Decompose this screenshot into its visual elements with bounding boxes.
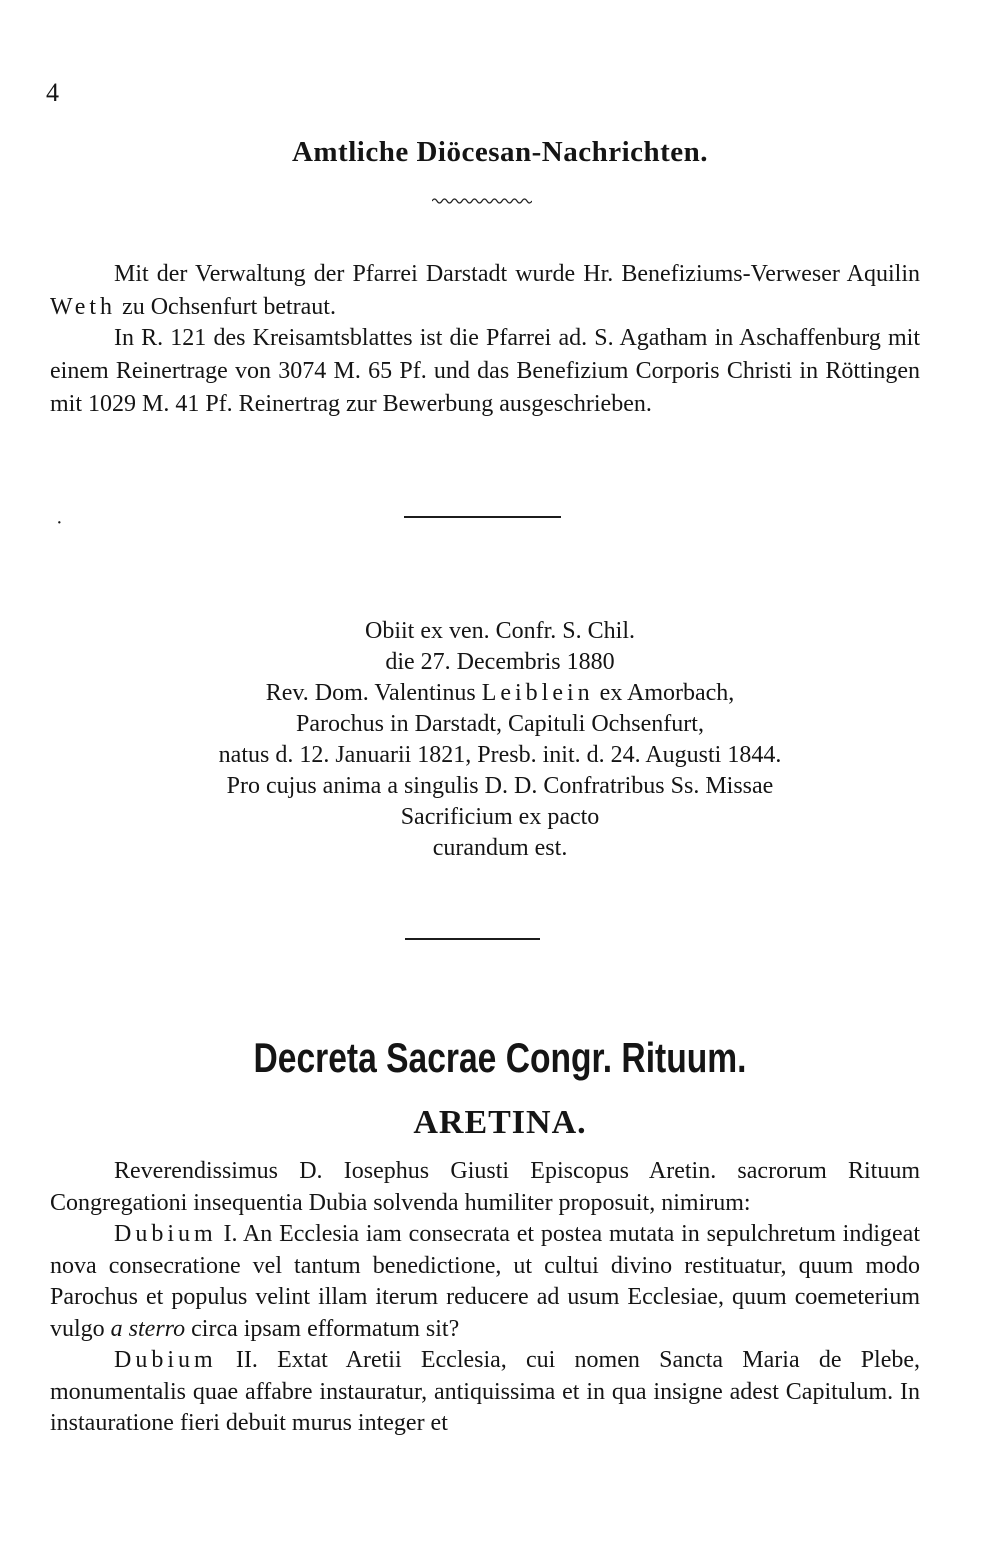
obituary-line3-after: ex Amorbach, bbox=[593, 680, 735, 706]
dubium-2-text: Extat Aretii Ecclesia, cui nomen Sancta Maria de Plebe, monumentalis quae affabre instauratur, antiquissima et in qua insigne adest Capitulum. In instauratione fieri debuit murus integer et bbox=[50, 1347, 921, 1436]
obituary-line: Parochus in Darstadt, Capituli Ochsenfurt, bbox=[296, 711, 704, 737]
dubium-1 bbox=[50, 1219, 920, 1345]
stray-dot: · bbox=[56, 512, 63, 534]
decree-subheading: ARETINA. bbox=[413, 1104, 587, 1141]
obituary-line: die 27. Decembris 1880 bbox=[385, 649, 615, 675]
obituary-line: curandum est. bbox=[432, 835, 568, 861]
dubium-2-label: Dubium bbox=[114, 1347, 217, 1373]
dubium-1-text: An Ecclesia iam consecrata et postea mutata in sepulchretum indigeat nova consecratione vel tantum benedictione, ut cultui divino restituatur, quum modo Parochus et populus velint illam iterum reducere ad usum Ecclesiae, quum coemeterium vulgo bbox=[50, 1221, 920, 1342]
obituary-line: Obiit ex ven. Confr. S. Chil. bbox=[365, 618, 635, 644]
dubium-1-text-after: circa ipsam efformatum sit? bbox=[185, 1315, 460, 1342]
obituary-line bbox=[0, 678, 1000, 709]
obituary-line: natus d. 12. Januarii 1821, Presb. init. d. 24. Augusti 1844. bbox=[218, 742, 782, 768]
divider-rule bbox=[404, 516, 561, 518]
notice-paragraph-1 bbox=[50, 258, 920, 324]
dubium-1-label: Dubium bbox=[114, 1221, 217, 1247]
wavy-ornament-rule bbox=[432, 196, 532, 206]
obituary-line3-before: Rev. Dom. Valentinus bbox=[265, 680, 482, 706]
obituary-line: Sacrificium ex pacto bbox=[400, 804, 600, 830]
dubium-2-number: II. bbox=[216, 1347, 258, 1373]
notice1-text-after: zu Ochsenfurt betraut. bbox=[116, 294, 336, 320]
dubium-1-italic: a sterro bbox=[110, 1315, 186, 1342]
page-number: 4 bbox=[46, 78, 59, 107]
divider-rule bbox=[405, 938, 540, 940]
decree-heading: Decreta Sacrae Congr. Rituum. bbox=[253, 1034, 747, 1081]
obituary-block bbox=[0, 616, 1000, 864]
decree-intro: Reverendissimus D. Iosephus Giusti Episcopus Aretin. sacrorum Rituum Congregationi insequentia Dubia solvenda humiliter proposuit, nimirum: bbox=[50, 1158, 920, 1216]
obituary-line: Pro cujus anima a singulis D. D. Confratribus Ss. Missae bbox=[226, 773, 774, 799]
notice-paragraph-2: In R. 121 des Kreisamtsblattes ist die Pfarrei ad. S. Agatham in Aschaffenburg mit einem Reinertrage von 3074 M. 65 Pf. und das Benefizium Corporis Christi in Röttingen mit 1029 M. 41 Pf. Reinertrag zur Bewerbung ausgeschrieben. bbox=[50, 325, 920, 417]
notice1-spaced-name: Weth bbox=[50, 294, 117, 320]
obituary-name: Leiblein bbox=[481, 680, 594, 706]
notice1-text-before: Mit der Verwaltung der Pfarrei Darstadt wurde Hr. Benefiziums-Verweser Aquilin bbox=[114, 261, 920, 287]
dubium-2 bbox=[50, 1345, 920, 1440]
notices-title: Amtliche Diöcesan-Nachrichten. bbox=[291, 136, 709, 168]
dubium-1-number: I. bbox=[216, 1221, 238, 1247]
decree-body bbox=[50, 1156, 920, 1440]
